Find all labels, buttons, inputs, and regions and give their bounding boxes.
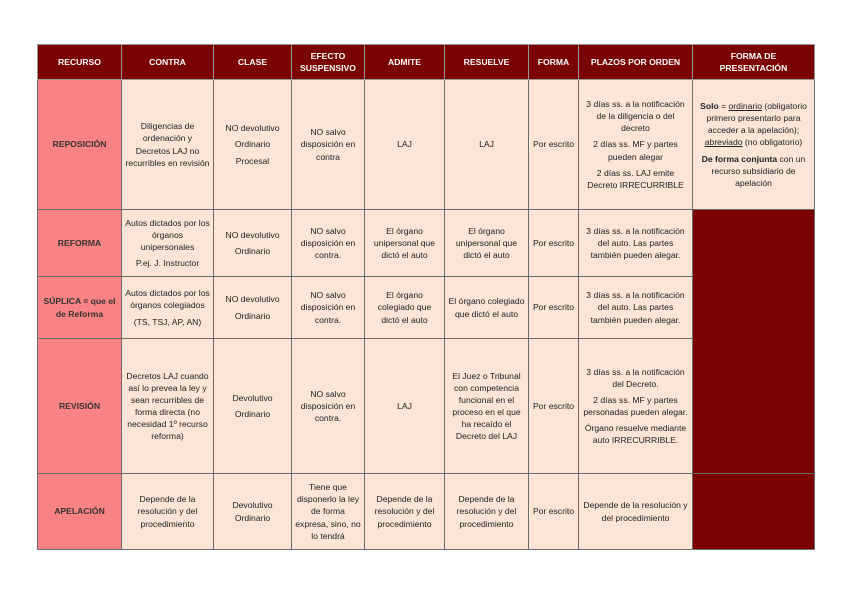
header-plazos: PLAZOS POR ORDEN	[579, 45, 693, 80]
table-row	[38, 210, 815, 277]
plazos-cell	[579, 80, 693, 210]
header-recurso: RECURSO	[38, 45, 122, 80]
text: Órgano resuelve mediante auto IRRECURRIBLE.	[584, 423, 687, 446]
table-row	[38, 474, 815, 550]
text: Procesal	[235, 155, 270, 166]
admite-cell: El órgano unipersonal que dictó el auto	[365, 210, 445, 277]
forma-cell: Por escrito	[529, 474, 579, 550]
text: (no obligatorio)	[742, 137, 803, 148]
header-row	[38, 45, 815, 80]
recurso-cell: REVISIÓN	[38, 339, 122, 474]
admite-cell: LAJ	[365, 339, 445, 474]
clase-cell	[214, 277, 292, 339]
recurso-cell: REFORMA	[38, 210, 122, 277]
text: NO devolutivo	[225, 229, 280, 240]
header-efecto: EFECTO SUSPENSIVO	[292, 45, 365, 80]
efecto-cell: NO salvo disposición en contra.	[292, 210, 365, 277]
contra-cell	[122, 210, 214, 277]
text: (TS, TSJ, AP, AN)	[133, 316, 202, 327]
clase-cell	[214, 80, 292, 210]
text: con un recurso subsidiario de apelación	[711, 153, 806, 188]
header-admite: ADMITE	[365, 45, 445, 80]
text: Ordinario	[234, 246, 271, 256]
text: Ordinario	[234, 409, 271, 419]
recurso-cell: SÚPLICA = que el de Reforma	[38, 277, 122, 339]
text: De forma conjunta	[701, 153, 778, 164]
header-forma: FORMA	[529, 45, 579, 80]
text: 3 días ss. a la notificación de la diligencia o del decreto	[586, 99, 685, 134]
efecto-cell: NO salvo disposición en contra.	[292, 339, 365, 474]
text: 2 días ss. LAJ emite Decreto IRRECURRIBLE	[587, 167, 684, 190]
text: 2 días ss. MF y partes personadas pueden alegar.	[583, 394, 688, 417]
clase-cell	[214, 339, 292, 474]
text: P.ej. J. Instructor	[135, 258, 200, 269]
text: NO devolutivo	[225, 294, 280, 305]
header-contra: CONTRA	[122, 45, 214, 80]
text: Diligencias de ordenación y Decretos LAJ no recurribles en revisión	[125, 121, 210, 168]
plazos-cell: 3 días ss. a la notificación del auto. Las partes también pueden alegar.	[579, 210, 693, 277]
text: Ordinario	[234, 139, 271, 150]
text: 2 días ss. MF y partes pueden alegar	[593, 139, 678, 162]
text: 3 días ss. a la notificación del Decreto.	[586, 366, 685, 389]
efecto-cell: NO salvo disposición en contra.	[292, 277, 365, 339]
header-presentacion: FORMA DE PRESENTACIÓN	[693, 45, 815, 80]
contra-cell	[122, 277, 214, 339]
presentacion-empty-cell	[693, 474, 815, 550]
forma-cell: Por escrito	[529, 339, 579, 474]
resuelve-cell: El órgano unipersonal que dictó el auto	[445, 210, 529, 277]
header-clase: CLASE	[214, 45, 292, 80]
clase-cell	[214, 210, 292, 277]
contra-cell: Decretos LAJ cuando así lo prevea la ley y sean recurribles de forma directa (no necesidad 1º recurso reforma)	[122, 339, 214, 474]
recurso-cell: REPOSICIÓN	[38, 80, 122, 210]
text: abreviado	[704, 137, 743, 148]
text: Solo	[700, 101, 719, 112]
admite-cell: Depende de la resolución y del procedimiento	[365, 474, 445, 550]
resuelve-cell: LAJ	[445, 80, 529, 210]
text: Ordinario	[234, 310, 271, 321]
presentacion-cell	[693, 80, 815, 210]
clase-cell: Devolutivo Ordinario	[214, 474, 292, 550]
admite-cell: LAJ	[365, 80, 445, 210]
resuelve-cell: El Juez o Tribunal con competencia funcional en el proceso en el que ha recaído el Decreto del LAJ	[445, 339, 529, 474]
presentacion-empty-cell	[693, 210, 815, 474]
contra-cell: Depende de la resolución y del procedimiento	[122, 474, 214, 550]
table-row	[38, 80, 815, 210]
resuelve-cell: El órgano colegiado que dictó el auto	[445, 277, 529, 339]
header-resuelve: RESUELVE	[445, 45, 529, 80]
text: Autos dictados por los órganos colegiados	[125, 288, 210, 311]
efecto-cell: Tiene que disponerlo la ley de forma expresa, sino, no lo tendrá	[292, 474, 365, 550]
forma-cell: Por escrito	[529, 80, 579, 210]
plazos-cell	[579, 339, 693, 474]
text: Devolutivo	[232, 392, 273, 403]
admite-cell: El órgano colegiado que dictó el auto	[365, 277, 445, 339]
forma-cell: Por escrito	[529, 210, 579, 277]
recursos-table	[37, 44, 815, 550]
text: (obligatorio primero presentarlo para acceder a la apelación);	[706, 101, 807, 136]
resuelve-cell: Depende de la resolución y del procedimiento	[445, 474, 529, 550]
text: ordinario	[728, 101, 762, 112]
efecto-cell: NO salvo disposición en contra	[292, 80, 365, 210]
text: Autos dictados por los órganos unipersonales	[125, 217, 210, 252]
forma-cell: Por escrito	[529, 277, 579, 339]
plazos-cell: Depende de la resolución y del procedimiento	[579, 474, 693, 550]
recurso-cell: APELACIÓN	[38, 474, 122, 550]
text: =	[718, 101, 729, 112]
text: NO devolutivo	[225, 123, 280, 134]
plazos-cell: 3 días ss. a la notificación del auto. Las partes también pueden alegar.	[579, 277, 693, 339]
contra-cell	[122, 80, 214, 210]
